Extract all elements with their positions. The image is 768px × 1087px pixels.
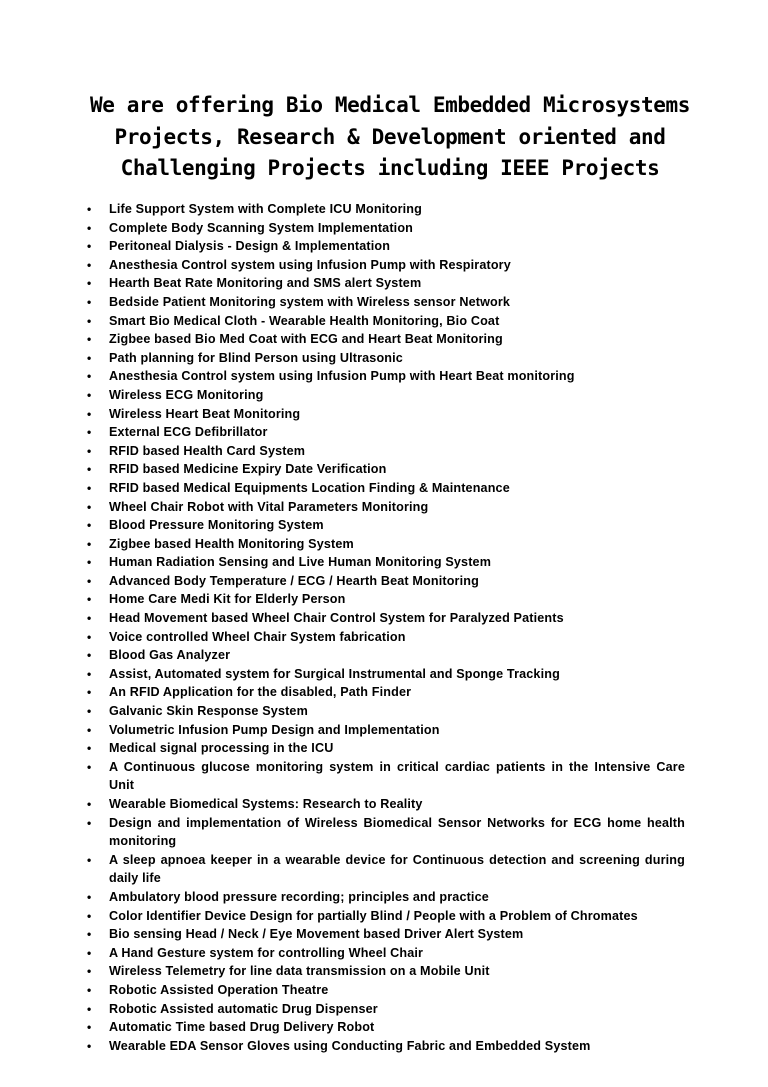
project-item [87, 944, 685, 963]
project-item [87, 981, 685, 1000]
project-item [87, 330, 685, 349]
project-item [87, 274, 685, 293]
project-item-text: • RFID based Medical Equipments Location Finding & Maintenance [109, 480, 510, 495]
project-item [87, 516, 685, 535]
project-item-text: • Ambulatory blood pressure recording; principles and practice [109, 889, 489, 904]
project-item [87, 851, 685, 888]
project-item-text: • Wireless Heart Beat Monitoring [109, 406, 301, 421]
project-item [87, 572, 685, 591]
project-item [87, 665, 685, 684]
project-item [87, 925, 685, 944]
project-item [87, 907, 685, 926]
project-item [87, 628, 685, 647]
project-item [87, 888, 685, 907]
project-item-text: • A sleep apnoea keeper in a wearable device for Continuous detection and screening during daily life [109, 852, 685, 886]
project-item [87, 702, 685, 721]
project-item [87, 1000, 685, 1019]
heading-line-2: Projects, Research & Development oriented and [114, 124, 666, 149]
project-item-text: • Path planning for Blind Person using Ultrasonic [109, 350, 403, 365]
project-item [87, 386, 685, 405]
project-item-text: • Anesthesia Control system using Infusion Pump with Respiratory [109, 257, 511, 272]
project-item-text: • Wearable Biomedical Systems: Research to Reality [109, 797, 423, 811]
project-item [87, 1037, 685, 1056]
project-item-text: • Volumetric Infusion Pump Design and Implementation [109, 722, 440, 737]
heading-line-3: Challenging Projects including IEEE Projects [120, 156, 660, 180]
project-item [87, 349, 685, 368]
project-item-text: • Head Movement based Wheel Chair Control System for Paralyzed Patients [109, 611, 564, 626]
project-item [87, 758, 685, 795]
project-item-text: • Anesthesia Control system using Infusion Pump with Heart Beat monitoring [109, 369, 575, 384]
project-item-text: • Voice controlled Wheel Chair System fabrication [109, 629, 406, 644]
project-item-text: • Bio sensing Head / Neck / Eye Movement based Driver Alert System [109, 927, 524, 942]
project-item-text: • Hearth Beat Rate Monitoring and SMS alert System [109, 276, 422, 291]
project-item [87, 405, 685, 424]
project-item-text: • Bedside Patient Monitoring system with Wireless sensor Network [109, 294, 511, 309]
project-item-text: • RFID based Medicine Expiry Date Verification [109, 462, 387, 477]
project-item-text: • Blood Pressure Monitoring System [109, 518, 324, 533]
project-item [87, 219, 685, 238]
project-item [87, 479, 685, 498]
project-item-text: • RFID based Health Card System [109, 443, 306, 458]
project-item-text: • External ECG Defibrillator [109, 425, 268, 440]
project-item [87, 739, 685, 758]
project-item-text: • Blood Gas Analyzer [109, 648, 231, 663]
project-item [87, 721, 685, 740]
page-heading [60, 90, 720, 185]
project-item-text: • Automatic Time based Drug Delivery Robot [109, 1020, 375, 1035]
project-item-text: • A Hand Gesture system for controlling Wheel Chair [109, 945, 424, 960]
project-item-text: • Wireless ECG Monitoring [109, 387, 264, 402]
project-item [87, 814, 685, 851]
project-item [87, 590, 685, 609]
project-item [87, 553, 685, 572]
project-item-text: • Galvanic Skin Response System [109, 704, 308, 719]
project-item [87, 460, 685, 479]
project-item [87, 609, 685, 628]
project-item [87, 795, 685, 814]
project-item [87, 1018, 685, 1037]
project-item-text: • Zigbee based Bio Med Coat with ECG and Heart Beat Monitoring [109, 332, 503, 347]
project-item-text: • Complete Body Scanning System Implementation [109, 220, 414, 235]
project-item-text: • Peritoneal Dialysis - Design & Implementation [109, 239, 391, 254]
project-item-text: • Zigbee based Health Monitoring System [109, 536, 354, 551]
project-list [87, 200, 685, 1055]
project-item [87, 683, 685, 702]
project-item [87, 535, 685, 554]
project-item-text: • A Continuous glucose monitoring system in critical cardiac patients in the Intensive Care Unit [109, 759, 685, 793]
project-item [87, 312, 685, 331]
project-item-text: • An RFID Application for the disabled, Path Finder [109, 685, 412, 700]
project-item [87, 367, 685, 386]
project-item-text: • Life Support System with Complete ICU Monitoring [109, 202, 422, 216]
project-item-text: • Design and implementation of Wireless Biomedical Sensor Networks for ECG home health monitoring [109, 815, 685, 849]
project-item-text: • Wearable EDA Sensor Gloves using Conducting Fabric and Embedded System [109, 1038, 591, 1053]
project-item [87, 498, 685, 517]
project-item [87, 442, 685, 461]
project-item-text: • Color Identifier Device Design for partially Blind / People with a Problem of Chromates [109, 908, 638, 923]
project-item-text: • Advanced Body Temperature / ECG / Hearth Beat Monitoring [109, 573, 479, 588]
project-item [87, 423, 685, 442]
project-item [87, 237, 685, 256]
project-item [87, 256, 685, 275]
project-item [87, 646, 685, 665]
project-item-text: • Wireless Telemetry for line data transmission on a Mobile Unit [109, 964, 490, 979]
project-item [87, 962, 685, 981]
project-item-text: • Robotic Assisted automatic Drug Dispenser [109, 1001, 378, 1016]
project-item-text: • Home Care Medi Kit for Elderly Person [109, 592, 346, 607]
project-item-text: • Robotic Assisted Operation Theatre [109, 982, 329, 997]
project-item-text: • Medical signal processing in the ICU [109, 741, 334, 756]
heading-line-1: We are offering Bio Medical Embedded Microsystems [90, 93, 690, 117]
project-item-text: • Human Radiation Sensing and Live Human Monitoring System [109, 555, 492, 570]
project-item [87, 200, 685, 219]
project-item [87, 293, 685, 312]
project-item-text: • Smart Bio Medical Cloth - Wearable Health Monitoring, Bio Coat [109, 313, 500, 328]
project-item-text: • Wheel Chair Robot with Vital Parameters Monitoring [109, 499, 429, 514]
project-item-text: • Assist, Automated system for Surgical Instrumental and Sponge Tracking [109, 666, 560, 681]
